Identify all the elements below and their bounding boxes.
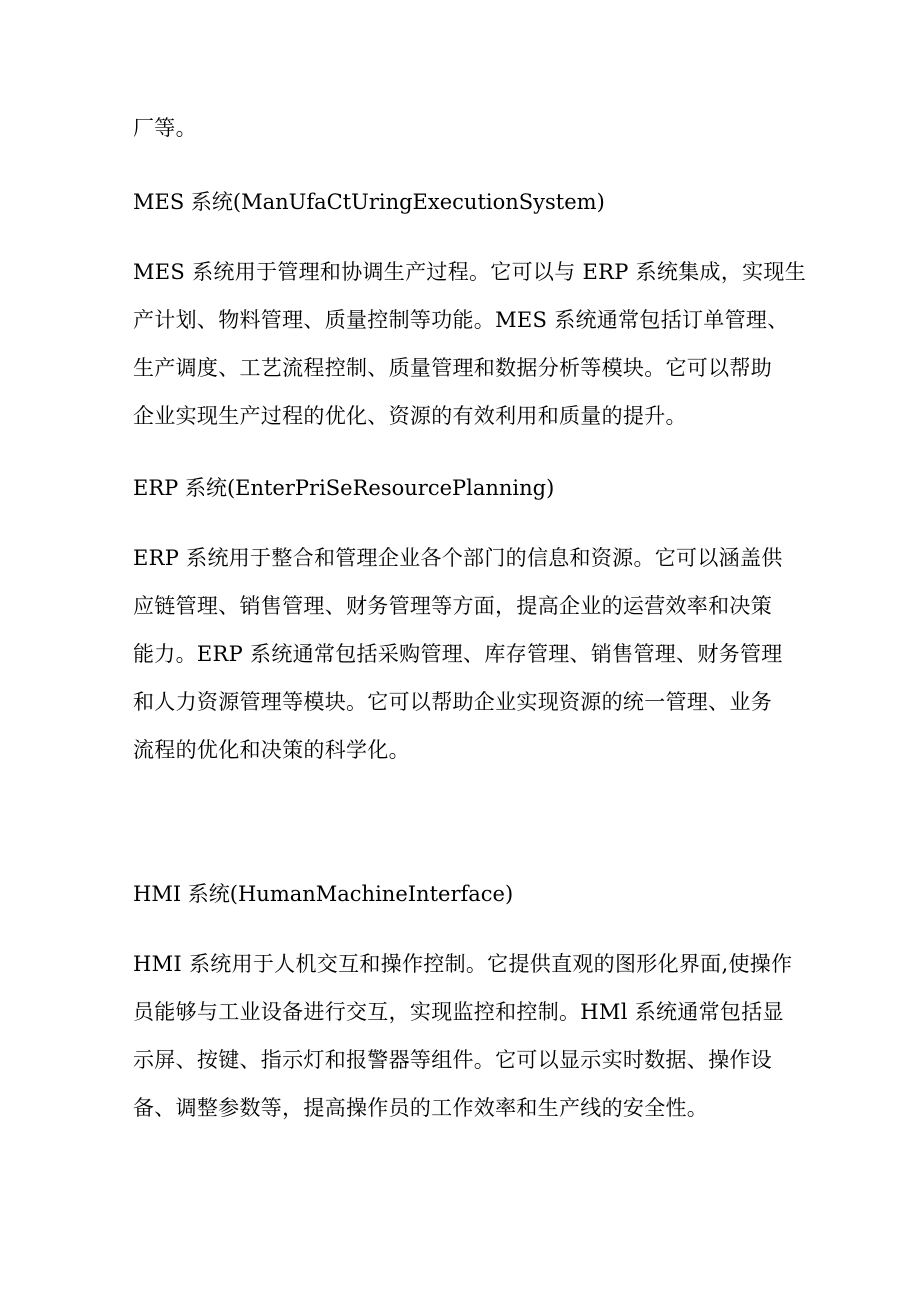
mes-heading: MES 系统(ManUfaCtUringExecutionSystem) (133, 190, 605, 214)
hmi-paragraph-line: 备、调整参数等，提高操作员的工作效率和生产线的安全性。 (133, 1096, 709, 1120)
erp-paragraph-line: 能力。ERP 系统通常包括采购管理、库存管理、销售管理、财务管理 (133, 642, 783, 666)
mes-paragraph-line: MES 系统用于管理和协调生产过程。它可以与 ERP 系统集成，实现生 (133, 260, 807, 284)
erp-heading: ERP 系统(EnterPriSeResourcePlanning) (133, 476, 555, 500)
erp-paragraph-line: ERP 系统用于整合和管理企业各个部门的信息和资源。它可以涵盖供 (133, 546, 783, 570)
hmi-paragraph-line: 示屏、按键、指示灯和报警器等组件。它可以显示实时数据、操作设 (133, 1048, 772, 1072)
mes-paragraph-line: 生产调度、工艺流程控制、质量管理和数据分析等模块。它可以帮助 (133, 356, 772, 380)
mes-paragraph-line: 产计划、物料管理、质量控制等功能。MES 系统通常包括订单管理、 (133, 308, 789, 332)
erp-paragraph-line: 应链管理、销售管理、财务管理等方面，提高企业的运营效率和决策 (133, 594, 772, 618)
erp-paragraph-line: 流程的优化和决策的科学化。 (133, 738, 410, 762)
continuation-text: 厂等。 (133, 116, 197, 140)
hmi-paragraph-line: 员能够与工业设备进行交互，实现监控和控制。HMl 系统通常包括显 (133, 1000, 784, 1024)
mes-paragraph-line: 企业实现生产过程的优化、资源的有效利用和质量的提升。 (133, 404, 687, 428)
erp-paragraph-line: 和人力资源管理等模块。它可以帮助企业实现资源的统一管理、业务 (133, 690, 772, 714)
hmi-heading: HMI 系统(HumanMachineInterface) (133, 882, 514, 906)
hmi-paragraph-line: HMI 系统用于人机交互和操作控制。它提供直观的图形化界面,使操作 (133, 952, 793, 976)
